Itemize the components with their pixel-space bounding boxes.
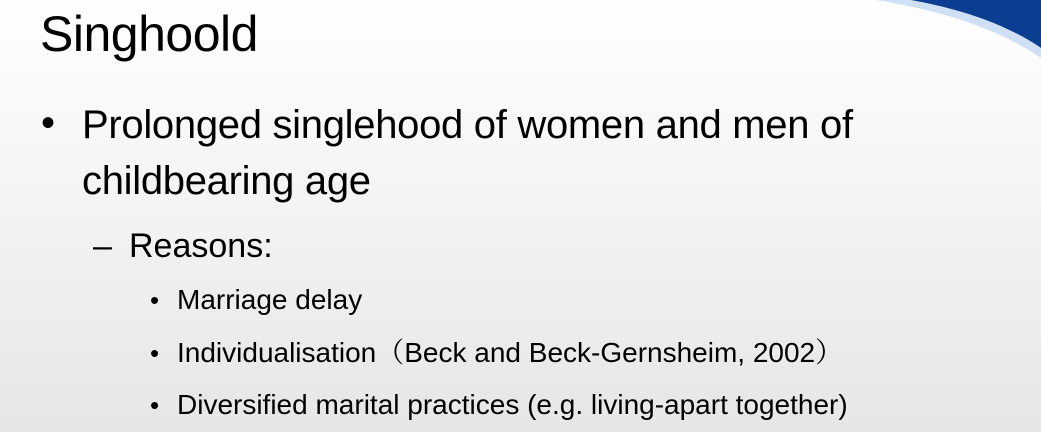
- reason-bullet-dot: •: [150, 390, 160, 420]
- main-bullet-text: Prolonged singlehood of women and men of childbearing age: [82, 103, 853, 203]
- reason-text: Marriage delay: [177, 284, 363, 315]
- sub-bullet-dash: –: [93, 227, 112, 265]
- reason-text: Individualisation（Beck and Beck-Gernsheim, 2002）: [177, 337, 844, 368]
- reason-text: Diversified marital practices (e.g. living-apart together): [177, 389, 848, 420]
- bullet-dot: •: [41, 101, 56, 145]
- sub-bullet-text: Reasons:: [129, 227, 273, 265]
- reason-bullet-dot: •: [150, 338, 160, 368]
- reason-bullet-dot: •: [150, 285, 160, 315]
- slide-title: Singhoold: [40, 6, 258, 62]
